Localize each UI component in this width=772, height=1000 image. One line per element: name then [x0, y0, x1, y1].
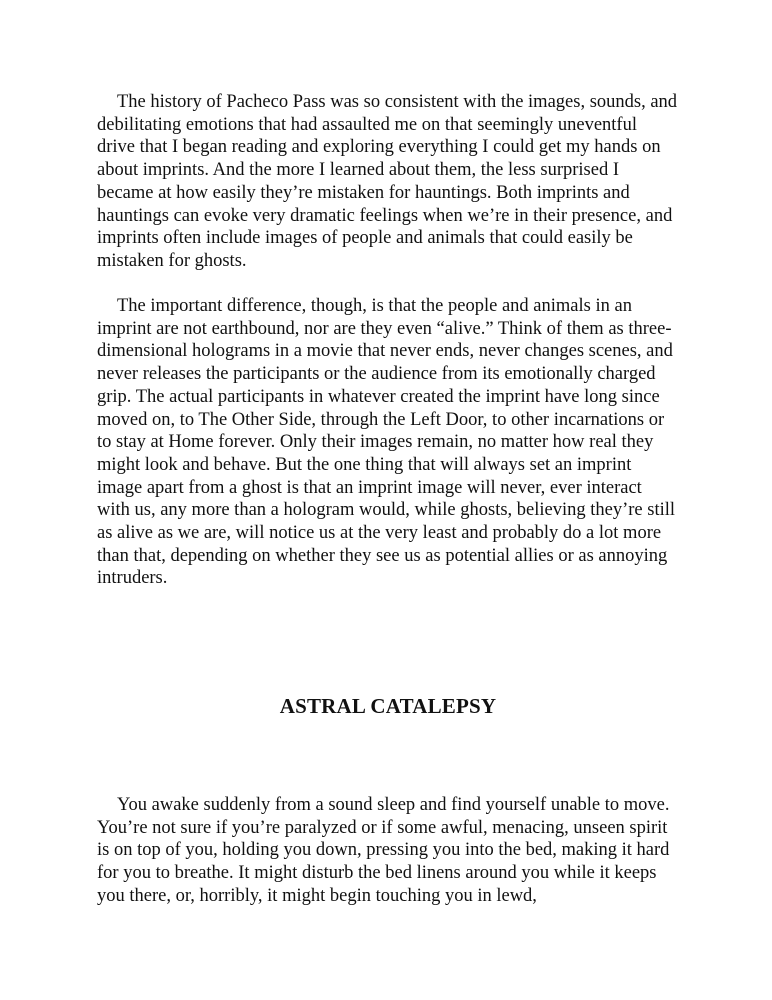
body-paragraph-pacheco-pass: The history of Pacheco Pass was so consistent with the images, sounds, and debilitating emotions that had assaulted me on that seemingly uneventful drive that I began reading and exploring everything I could get my hands on about imprints. And the more I learned about them, the less surprised I became at how easily they’re mistaken for hauntings. Both imprints and hauntings can evoke very dramatic feelings when we’re in their presence, and imprints often include images of people and animals that could easily be mistaken for ghosts. — [97, 92, 678, 271]
body-paragraph-imprint-difference: The important difference, though, is that the people and animals in an imprint are not earthbound, nor are they even “alive.” Think of them as three-dimensional holograms in a movie that never ends, never changes scenes, and never releases the participants or the audience from its emotionally charged grip. The actual participants in whatever created the imprint have long since moved on, to The Other Side, through the Left Door, to other incarnations or to stay at Home forever. Only their images remain, no matter how real they might look and behave. But the one thing that will always set an imprint image apart from a ghost is that an imprint image will never, ever interact with us, any more than a hologram would, while ghosts, believing they’re still as alive as we are, will notice us at the very least and probably do a lot more than that, depending on whether they see us as potential allies or as annoying intruders. — [97, 296, 676, 589]
section-heading: ASTRAL CATALEPSY — [279, 694, 497, 718]
body-paragraph-astral-catalepsy: You awake suddenly from a sound sleep and find yourself unable to move. You’re not sure if you’re paralyzed or if some awful, menacing, unseen spirit is on top of you, holding you down, pressing you into the bed, making it hard for you to breathe. It might disturb the bed linens around you while it keeps you there, or, horribly, it might begin touching you in lewd, — [97, 795, 670, 906]
